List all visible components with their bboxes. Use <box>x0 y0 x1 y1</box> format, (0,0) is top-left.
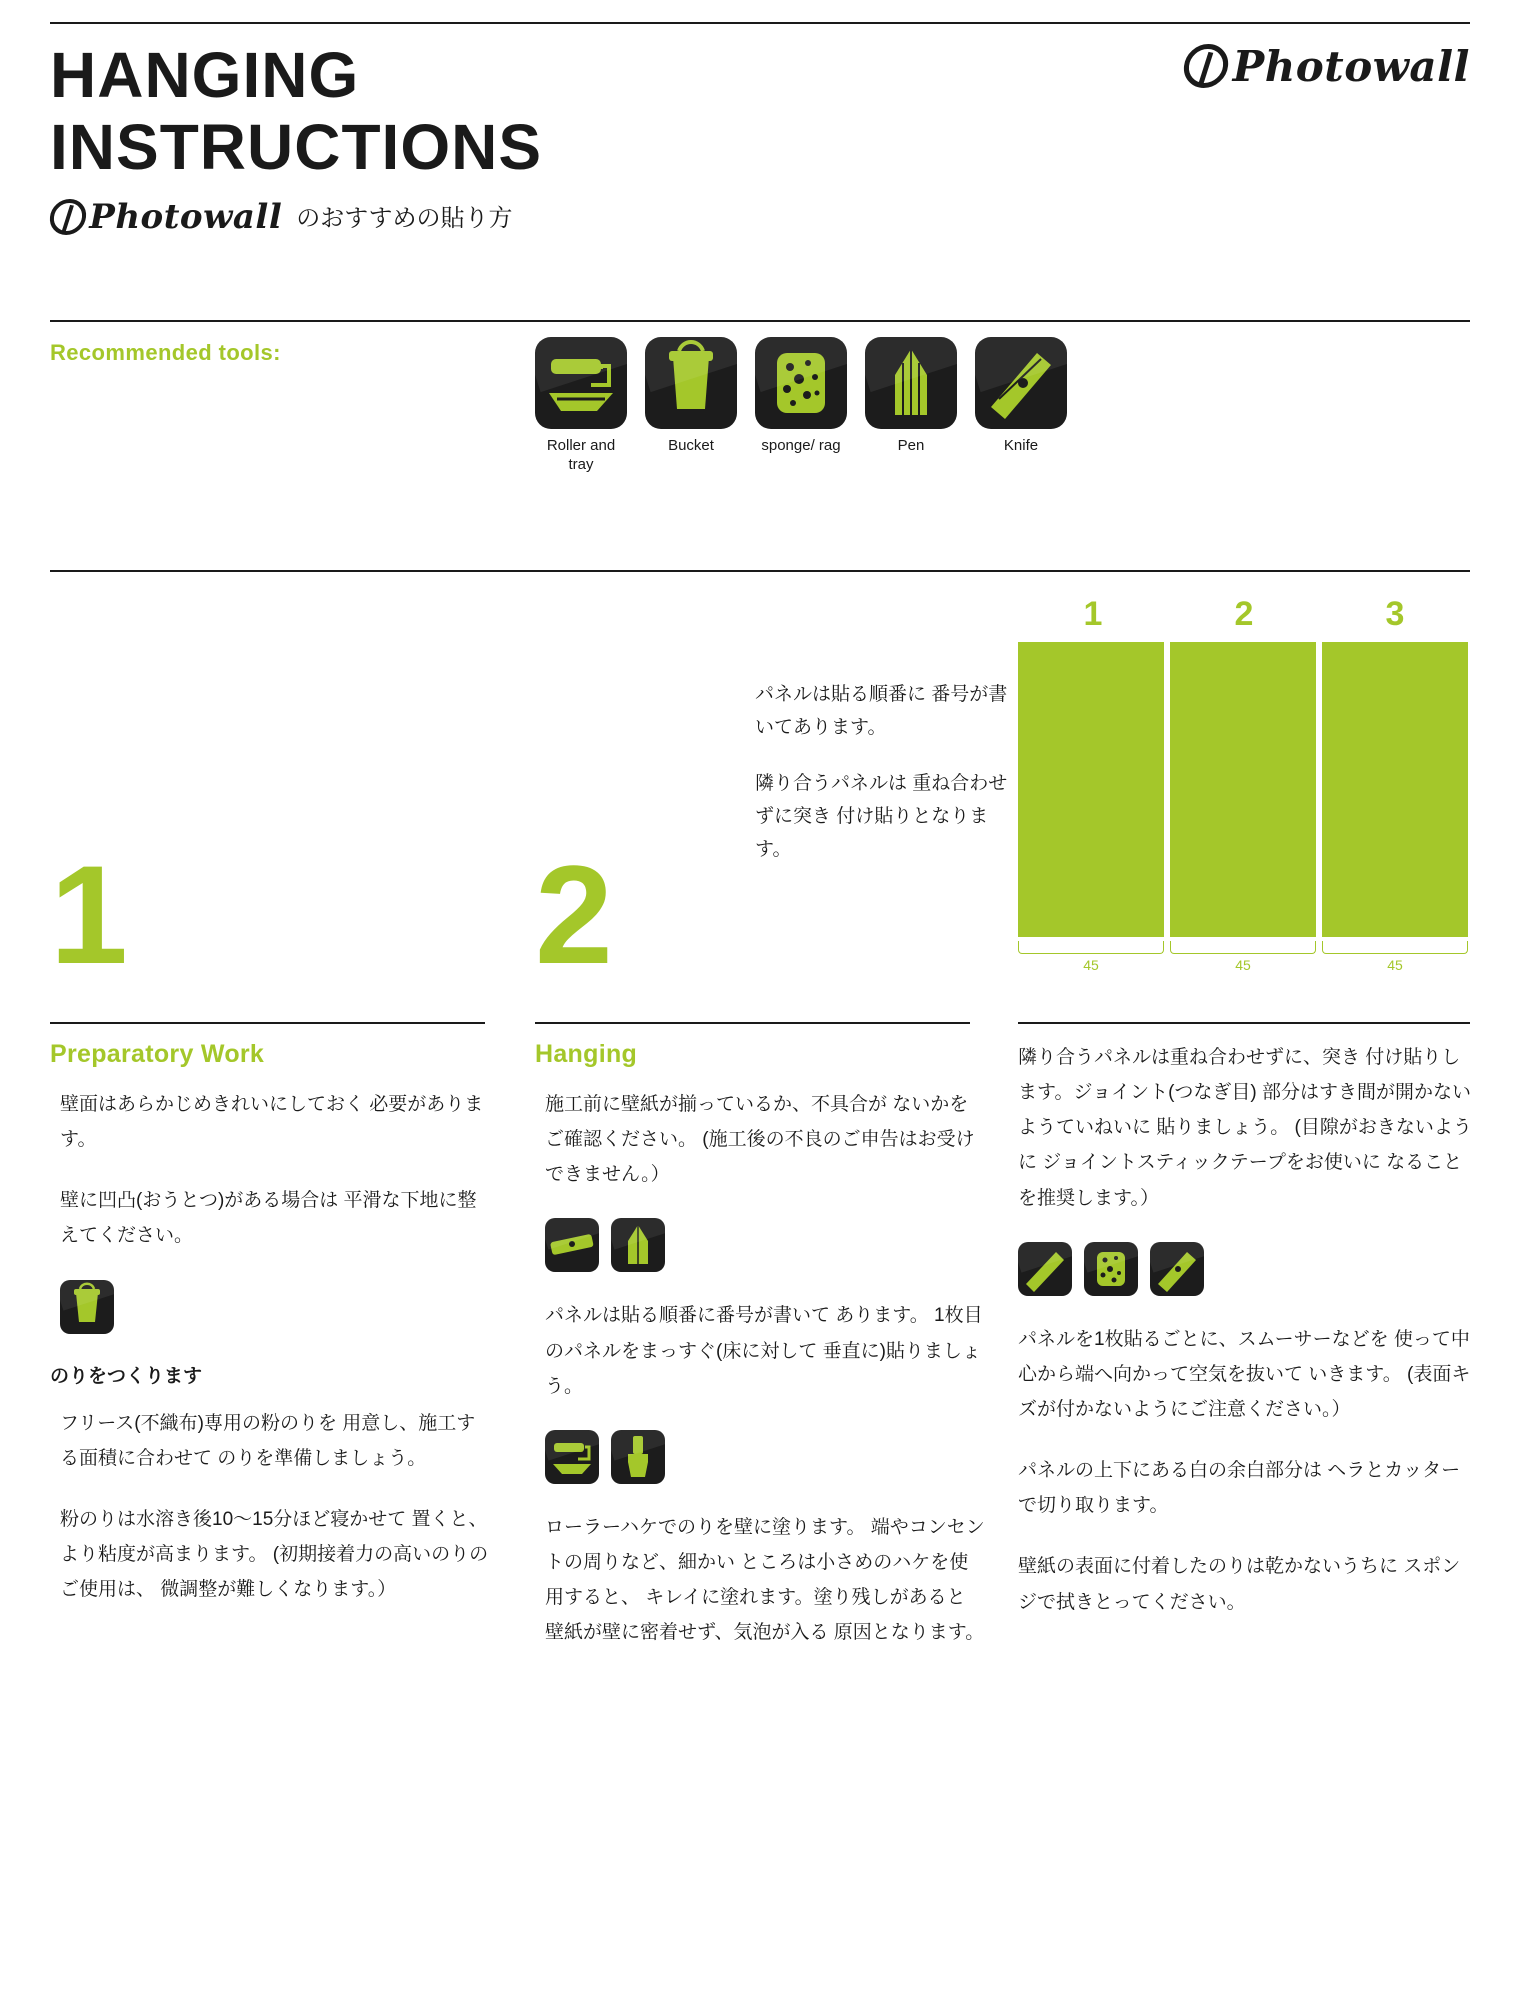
column-1-heading: Preparatory Work <box>50 1040 265 1068</box>
tool-sponge-rag <box>755 337 847 475</box>
page-title-line2: INSTRUCTIONS <box>50 110 542 183</box>
tool-pen <box>865 337 957 475</box>
pen-icon <box>865 337 957 429</box>
bucket-art <box>645 337 737 429</box>
brush-icon <box>611 1430 665 1484</box>
tool-caption: Roller and tray <box>546 437 616 473</box>
tool-caption: sponge/ rag <box>761 437 841 454</box>
panels <box>1018 642 1470 937</box>
tool-roller-and-tray <box>535 337 627 475</box>
column-hanging <box>535 1040 985 1676</box>
roller-and-tray-art <box>545 1430 599 1484</box>
roller-and-tray-icon <box>535 337 627 429</box>
measure-value: 45 <box>1083 957 1099 973</box>
photowall-ring-icon-header <box>1182 44 1231 88</box>
panel-measure <box>1018 941 1164 973</box>
sponge-rag-art <box>755 337 847 429</box>
col1-paragraph-2: 壁に凹凸(おうとつ)がある場合は 平滑な下地に整えてください。 <box>60 1190 477 1247</box>
subtitle-japanese: のおすすめの貼り方 <box>296 205 513 233</box>
smoother-art <box>1018 1242 1072 1296</box>
photowall-logo-header <box>1184 42 1470 91</box>
photowall-logo-small <box>50 197 282 237</box>
knife-icon <box>1150 1242 1204 1296</box>
panel-measure <box>1322 941 1468 973</box>
pen-icon <box>611 1218 665 1272</box>
tool-knife <box>975 337 1067 475</box>
knife-art <box>1150 1242 1204 1296</box>
col3-paragraph-2: パネルを1枚貼るごとに、スムーサーなどを 使って中心から端へ向かって空気を抜いて いきます。 (表面キズが付かないようにご注意ください。） <box>1018 1328 1471 1420</box>
col2-paragraph-1: 施工前に壁紙が揃っているか、不具合が ないかをご確認ください。 (施工後の不良のご申告はお受けできません。） <box>545 1094 975 1186</box>
column-2-heading: Hanging <box>535 1040 638 1068</box>
panel-measure-row <box>1018 941 1470 973</box>
top-divider <box>50 22 1470 24</box>
page-title-line1: HANGING <box>50 39 360 111</box>
column-preparatory-work <box>50 1040 490 1633</box>
photowall-ring-icon <box>48 199 88 235</box>
panel-note-1: パネルは貼る順番に 番号が書いてあります。 <box>755 684 1008 739</box>
col2-paragraph-2: パネルは貼る順番に番号が書いて あります。 1枚目のパネルをまっすぐ(床に対して 垂直に)貼りましょう。 <box>545 1305 983 1397</box>
tool-caption: Bucket <box>668 437 714 454</box>
column-joints-and-finishing <box>1018 1040 1473 1646</box>
panel-3 <box>1322 642 1468 937</box>
pen-art <box>865 337 957 429</box>
col1-bold-line: のりをつくります <box>50 1365 203 1387</box>
panel-measure <box>1170 941 1316 973</box>
level-art <box>545 1218 599 1272</box>
column-2-divider <box>535 1022 970 1024</box>
pen-art <box>611 1218 665 1272</box>
panel-number: 3 <box>1385 595 1405 633</box>
tool-caption: Knife <box>1003 437 1039 454</box>
col3-paragraph-3: パネルの上下にある白の余白部分は ヘラとカッターで切り取ります。 <box>1018 1460 1461 1517</box>
step-number-1: 1 <box>50 836 128 993</box>
measure-bracket <box>1018 941 1164 954</box>
panel-diagram <box>1018 595 1470 973</box>
title-block <box>50 40 542 237</box>
col1-paragraph-1: 壁面はあらかじめきれいにしておく 必要があります。 <box>60 1094 484 1151</box>
sponge-rag-art <box>1084 1242 1138 1296</box>
col2-icon-row-2 <box>545 1430 985 1484</box>
step-number-2: 2 <box>535 836 613 993</box>
knife-icon <box>975 337 1067 429</box>
roller-and-tray-icon <box>545 1430 599 1484</box>
brush-art <box>611 1430 665 1484</box>
col3-paragraph-4: 壁紙の表面に付着したのりは乾かないうちに スポンジで拭きとってください。 <box>1018 1556 1461 1613</box>
measure-value: 45 <box>1387 957 1403 973</box>
recommended-tools-label: Recommended tools: <box>50 340 281 365</box>
col3-icon-row <box>1018 1242 1473 1296</box>
tools-divider-top <box>50 320 1470 322</box>
panel-note-2: 隣り合うパネルは 重ね合わせずに突き 付け貼りとなります。 <box>755 772 1008 860</box>
subtitle-row <box>50 197 542 237</box>
panel-note <box>755 678 1015 888</box>
column-1-divider <box>50 1022 485 1024</box>
col1-paragraph-4: 粉のりは水溶き後10〜15分ほど寝かせて 置くと、より粘度が高まります。 (初期接着力の高いのりのご使用は、 微調整が難しくなります。） <box>60 1509 489 1601</box>
col2-paragraph-3: ローラーハケでのりを壁に塗ります。 端やコンセントの周りなど、細かい ところは小さめのハケを使用すると、 キレイに塗れます。塗り残しがあると 壁紙が壁に密着せず、気泡が入る 原因となります。 <box>545 1516 985 1644</box>
panel-2 <box>1170 642 1316 937</box>
bucket-icon <box>60 1280 114 1334</box>
tools-divider-bottom <box>50 570 1470 572</box>
panel-number: 2 <box>1234 595 1254 633</box>
smoother-icon <box>1018 1242 1072 1296</box>
col2-icon-row-1 <box>545 1218 985 1272</box>
tools-row <box>535 337 1067 475</box>
knife-art <box>975 337 1067 429</box>
bucket-art <box>60 1280 114 1334</box>
col1-icon-row <box>60 1280 490 1334</box>
tool-bucket <box>645 337 737 475</box>
sponge-rag-icon <box>1084 1242 1138 1296</box>
column-3-divider <box>1018 1022 1470 1024</box>
panel-number-row <box>1018 595 1470 634</box>
photowall-wordmark-header: Photowall <box>1232 42 1470 91</box>
roller-and-tray-art <box>535 337 627 429</box>
tool-caption: Pen <box>897 437 925 454</box>
measure-bracket <box>1322 941 1468 954</box>
measure-value: 45 <box>1235 957 1251 973</box>
bucket-icon <box>645 337 737 429</box>
col3-paragraph-1: 隣り合うパネルは重ね合わせずに、突き 付け貼りします。ジョイント(つなぎ目) 部分はすき間が開かないようていねいに 貼りましょう。 (目隙がおきないように ジョイントスティックテープをお使いに なることを推奨します。） <box>1018 1047 1472 1209</box>
sponge-rag-icon <box>755 337 847 429</box>
measure-bracket <box>1170 941 1316 954</box>
level-icon <box>545 1218 599 1272</box>
panel-number: 1 <box>1083 595 1103 633</box>
photowall-wordmark: Photowall <box>89 197 283 238</box>
col1-paragraph-3: フリース(不織布)専用の粉のりを 用意し、施工する面積に合わせて のりを準備しましょう。 <box>60 1412 476 1469</box>
panel-1 <box>1018 642 1164 937</box>
